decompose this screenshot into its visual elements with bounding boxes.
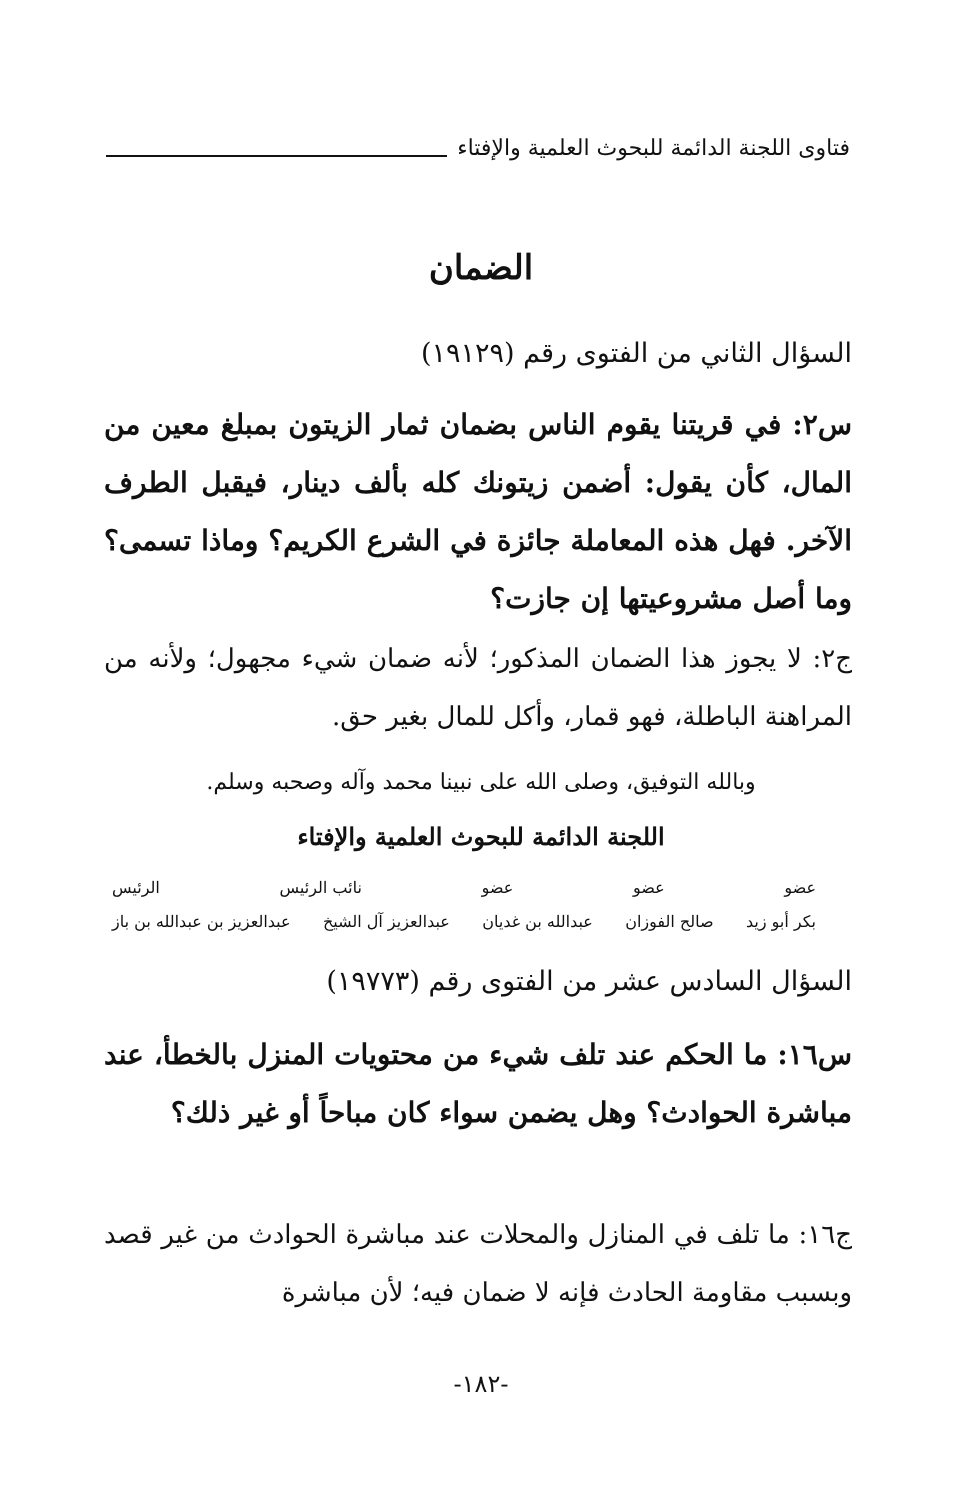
- header-title: فتاوى اللجنة الدائمة للبحوث العلمية والإفتاء: [457, 136, 850, 161]
- signatory-roles: [112, 878, 816, 897]
- signatory-role: الرئيس: [112, 878, 160, 897]
- signatory-role: عضو: [632, 878, 665, 897]
- signatory-name: بكر أبو زيد: [745, 912, 816, 931]
- closing-prayer: وبالله التوفيق، وصلى الله على نبينا محمد وآله وصحبه وسلم.: [206, 770, 756, 795]
- header-rule: [106, 155, 447, 157]
- page-number: -١٨٢-: [453, 1370, 509, 1398]
- signatory-names: [112, 912, 816, 931]
- signatory-name: عبدالله بن غديان: [482, 912, 593, 931]
- fatwa1-answer: ج٢: لا يجوز هذا الضمان المذكور؛ لأنه ضمان شيء مجهول؛ ولأنه من المراهنة الباطلة، فهو قمار، وأكل للمال بغير حق.: [104, 644, 852, 732]
- signatory-role: عضو: [481, 878, 514, 897]
- signatory-name: عبدالعزيز بن عبدالله بن باز: [112, 912, 291, 931]
- fatwa2-question: س١٦: ما الحكم عند تلف شيء من محتويات المنزل بالخطأ، عند مباشرة الحوادث؟ وهل يضمن سواء كان مباحاً أو غير ذلك؟: [104, 1038, 852, 1129]
- fatwa1-reference: السؤال الثاني من الفتوى رقم (١٩١٢٩): [420, 338, 852, 369]
- fatwa2-answer: ج١٦: ما تلف في المنازل والمحلات عند مباشرة الحوادث من غير قصد وبسبب مقاومة الحادث فإنه لا ضمان فيه؛ لأن مباشرة: [104, 1220, 852, 1308]
- signatory-role: عضو: [784, 878, 816, 897]
- section-title: الضمان: [428, 248, 534, 288]
- signatory-role: نائب الرئيس: [279, 878, 362, 897]
- committee-name: اللجنة الدائمة للبحوث العلمية والإفتاء: [297, 822, 665, 851]
- fatwa2-reference: السؤال السادس عشر من الفتوى رقم (١٩٧٧٣): [326, 966, 852, 997]
- fatwa1-question: س٢: في قريتنا يقوم الناس بضمان ثمار الزيتون بمبلغ معين من المال، كأن يقول: أضمن زيتونك كله بألف دينار، فيقبل الطرف الآخر. فهل هذه المعاملة جائزة في الشرع الكريم؟ وماذا تسمى؟ وما أصل مشروعيتها إن جازت؟: [104, 408, 852, 615]
- running-header: [106, 138, 850, 160]
- signatory-name: صالح الفوزان: [625, 912, 714, 931]
- signatory-name: عبدالعزيز آل الشيخ: [322, 912, 450, 931]
